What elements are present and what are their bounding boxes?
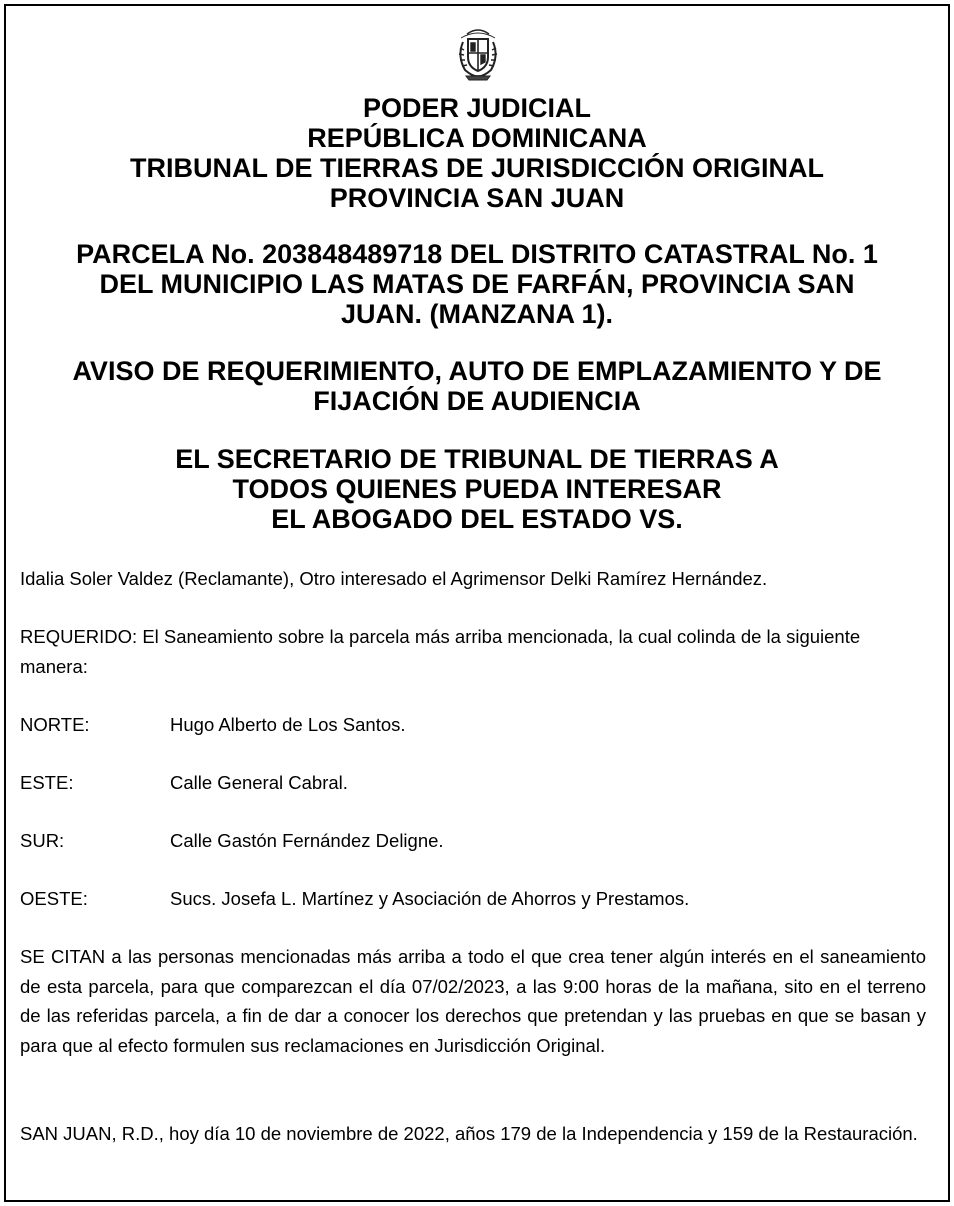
parcel-line: DEL MUNICIPIO LAS MATAS DE FARFÁN, PROVINCIA SAN [99, 269, 855, 299]
addressee-line: EL SECRETARIO DE TRIBUNAL DE TIERRAS A [175, 444, 779, 474]
boundary-value: Hugo Alberto de Los Santos. [170, 714, 406, 735]
parcel-heading [0, 239, 954, 329]
header-line: PROVINCIA SAN JUAN [329, 183, 625, 213]
addressee-line: TODOS QUIENES PUEDA INTERESAR [232, 474, 722, 504]
coat-of-arms-icon [449, 24, 507, 82]
parties-paragraph: Idalia Soler Valdez (Reclamante), Otro interesado el Agrimensor Delki Ramírez Hernández. [20, 568, 768, 589]
boundary-label: SUR: [20, 830, 65, 851]
boundary-label: NORTE: [20, 714, 90, 735]
header-line: REPÚBLICA DOMINICANA [307, 123, 647, 153]
header-line: PODER JUDICIAL [362, 93, 592, 123]
boundary-label: OESTE: [20, 888, 88, 909]
boundary-value: Calle General Cabral. [170, 772, 348, 793]
requirement-paragraph: REQUERIDO: El Saneamiento sobre la parcela más arriba mencionada, la cual colinda de la siguiente manera: [20, 626, 861, 677]
header-line: TRIBUNAL DE TIERRAS DE JURISDICCIÓN ORIGINAL [129, 153, 825, 183]
boundary-value: Sucs. Josefa L. Martínez y Asociación de Ahorros y Prestamos. [170, 888, 690, 909]
notice-title-line: AVISO DE REQUERIMIENTO, AUTO DE EMPLAZAMIENTO Y DE [72, 356, 882, 386]
parcel-line: JUAN. (MANZANA 1). [341, 299, 613, 329]
institution-header [0, 93, 954, 213]
notice-title-line: FIJACIÓN DE AUDIENCIA [313, 386, 641, 416]
notice-title [0, 356, 954, 416]
addressee-line: EL ABOGADO DEL ESTADO VS. [271, 504, 683, 534]
summons-paragraph: SE CITAN a las personas mencionadas más arriba a todo el que crea tener algún interés en el saneamiento de esta parcela, para que comparezcan el día 07/02/2023, a las 9:00 horas de la mañana, sito en el terreno de las referidas parcela, a fin de dar a conocer los derechos que pretendan y las pruebas en que se basan y para que al efecto formulen sus reclamaciones en Jurisdicción Original. [20, 946, 926, 1056]
boundary-value: Calle Gastón Fernández Deligne. [170, 830, 444, 851]
closing-paragraph: SAN JUAN, R.D., hoy día 10 de noviembre de 2022, años 179 de la Independencia y 159 de la Restauración. [20, 1123, 918, 1144]
addressee-heading [0, 444, 954, 534]
boundary-label: ESTE: [20, 772, 74, 793]
parcel-line: PARCELA No. 203848489718 DEL DISTRITO CATASTRAL No. 1 [76, 239, 878, 269]
